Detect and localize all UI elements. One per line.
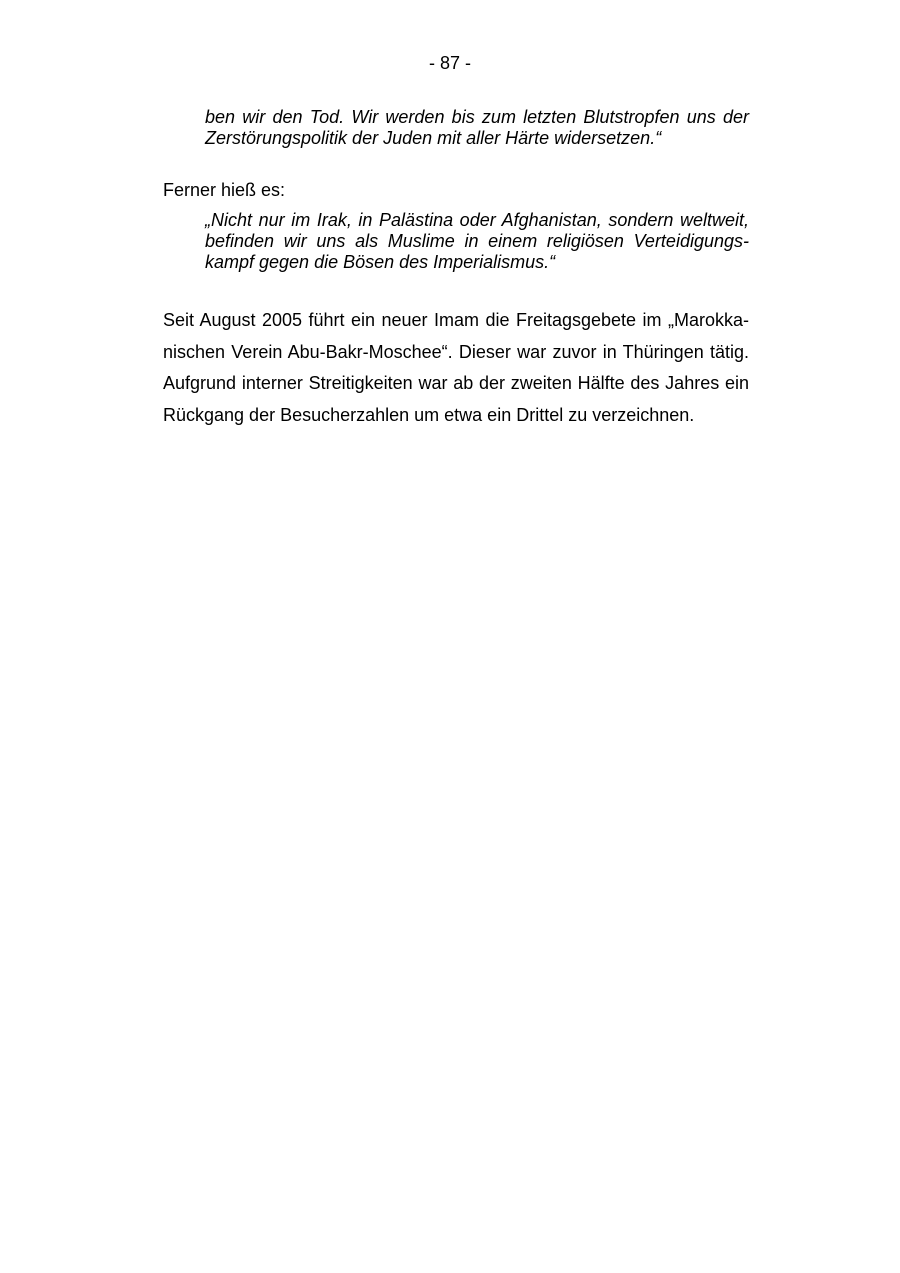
quote-1-line-1: ben wir den Tod. Wir werden bis zum letzten Blutstropfen uns der (205, 107, 749, 127)
paragraph-line-1: Seit August 2005 führt ein neuer Imam die Freitagsgebete im „Marokka- (163, 310, 749, 330)
quote-2-line-2: befinden wir uns als Muslime in einem religiösen Verteidigungs- (205, 231, 749, 251)
quote-1-line-2: Zerstörungspolitik der Juden mit aller Härte widersetzen.“ (205, 128, 662, 148)
page-number: - 87 - (428, 53, 471, 73)
paragraph-line-3: Aufgrund interner Streitigkeiten war ab der zweiten Hälfte des Jahres ein (163, 373, 749, 393)
lead-in-text: Ferner hieß es: (163, 180, 286, 200)
body-paragraph (163, 305, 749, 431)
paragraph-line-2: nischen Verein Abu-Bakr-Moschee“. Dieser war zuvor in Thüringen tätig. (163, 341, 749, 362)
quote-2-line-1: „Nicht nur im Irak, in Palästina oder Afghanistan, sondern weltweit, (205, 210, 749, 230)
block-quote-1 (205, 107, 749, 149)
quote-2-line-3: kampf gegen die Bösen des Imperialismus.“ (205, 252, 556, 272)
block-quote-2 (205, 210, 749, 273)
paragraph-line-4: Rückgang der Besucherzahlen um etwa ein Drittel zu verzeichnen. (163, 404, 695, 425)
